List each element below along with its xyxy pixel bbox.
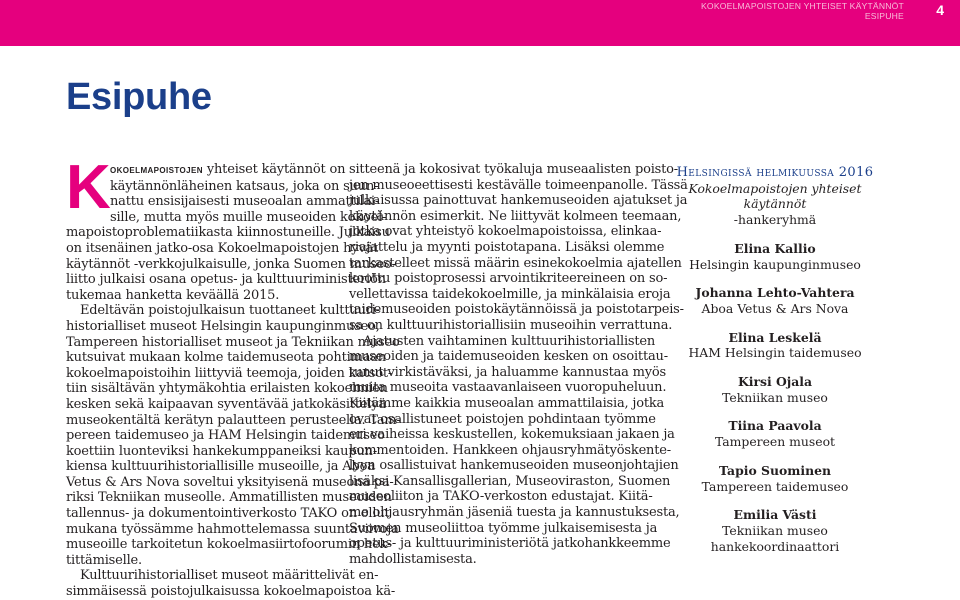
member-name: Tapio Suominen (719, 462, 831, 478)
body-text-line: liitto julkaisi osana opetus- ja kulttuuriministeriön (66, 272, 386, 288)
body-text-line: kiensa kulttuurihistoriallisille museoille, ja Aboa (66, 459, 375, 475)
body-text-line: museokentältä kerätyn palautteen perusteella. Tam- (66, 412, 401, 428)
body-text-line: mapoistoproblematiikasta kiinnostuneille. Julkaisu (66, 225, 390, 241)
body-text-line: taidemuseoiden poistokäytännöissä ja poistotarpeis- (349, 302, 684, 318)
column-2 (349, 162, 688, 567)
body-text-line: kutsuivat mukaan kolme taidemuseota pohtimaan (66, 350, 386, 366)
member-name: Kirsi Ojala (737, 374, 813, 390)
member-role: hankekoordinaattori (710, 538, 840, 554)
body-text-line: tunut virkistäväksi, ja haluamme kannustaa myös (349, 364, 667, 380)
body-text-line: Suomen museoliittoa työmme julkaisemisesta ja (349, 520, 658, 536)
member-name: Emilia Västi (733, 507, 817, 523)
running-head-title: KOKOELMAPOISTOJEN YHTEISET KÄYTÄNNÖT (701, 1, 904, 11)
member-organization: Helsingin kaupunginmuseo (689, 256, 861, 272)
body-text-line: tukemaa hanketta keväällä 2015. (66, 287, 280, 303)
body-text-line: Tampereen historialliset museot ja Tekniikan museo (66, 334, 400, 350)
member-organization: Tekniikan museo (722, 389, 828, 405)
member-organization: Aboa Vetus & Ars Nova (701, 300, 849, 316)
body-text-line: sa on kulttuurihistoriallisiin museoihin verrattuna. (349, 317, 673, 333)
body-text-line: museoiden ja taidemuseoiden kesken on osoittau- (349, 349, 668, 365)
body-text-line: nattu ensisijaisesti museoalan ammattilai- (110, 194, 380, 210)
group-name-suffix: -hankeryhmä (733, 212, 817, 228)
body-text-line: lisäksi Kansallisgallerian, Museoviraston, Suomen (349, 473, 671, 489)
body-text-line: Ajatusten vaihtaminen kulttuurihistoriallisten (363, 333, 656, 349)
body-text-line: okoelmapoistojen yhteiset käytännöt on (110, 162, 346, 177)
body-text-line: kokoelmapoistoihin liittyviä teemoja, joiden katsot- (66, 365, 393, 381)
body-text-line: riajattelu ja myynti poistotapana. Lisäksi olemme (349, 239, 665, 255)
body-text-line: tittämiselle. (66, 552, 142, 568)
member-entry (660, 418, 890, 449)
body-text-line: sitteenä ja kokosivat työkaluja museaalisten poisto- (349, 162, 678, 177)
drop-cap: K (66, 153, 111, 222)
body-text-line: jen museoeettisesti kestävälle toimeenpanolle. Tässä (349, 177, 688, 193)
body-text-line: museoille tarkoitetun kokoelmasiirtofoorumin hek- (66, 537, 392, 553)
body-text-line: Vetus & Ars Nova soveltui yksityisenä museona pa- (66, 474, 394, 490)
member-name: Johanna Lehto-Vahtera (695, 285, 855, 301)
body-text-line: lyyn osallistuivat hankemuseoiden museonjohtajien (349, 458, 679, 474)
running-head-section: ESIPUHE (864, 11, 904, 21)
body-text-line: on itsenäinen jatko-osa Kokoelmapoistojen hyvät (66, 240, 379, 256)
body-text-line: jotka ovat yhteistyö kokoelmapoistoissa, elinkaa- (349, 224, 662, 240)
body-text-line: Kulttuurihistorialliset museot määrittelivät en- (80, 568, 379, 584)
body-text-line: käytännön esimerkit. Ne liittyvät kolmeen teemaan, (349, 208, 682, 224)
body-text-line: Kiitämme kaikkia museoalan ammattilaisia, jotka (349, 395, 665, 411)
member-name: Tiina Paavola (728, 418, 822, 434)
body-text-line: museoliiton ja TAKO-verkoston edustajat. Kiitä- (349, 489, 653, 505)
body-text-line: vellettavissa taidekokoelmille, ja minkälaisia eroja (349, 286, 671, 302)
signature-block (660, 165, 890, 554)
body-text-line: mukana työssämme hahmottelemassa suuntaviivoja (66, 521, 399, 537)
member-organization: Tekniikan museo (722, 522, 828, 538)
member-name: Elina Kallio (734, 240, 816, 256)
member-entry (660, 507, 890, 554)
page-number: 4 (936, 2, 944, 18)
body-text-line: ovat osallistuneet poistojen pohdintaan työmme (349, 411, 656, 427)
body-text-line: muita museoita vastaavanlaiseen vuoropuheluun. (349, 380, 667, 396)
body-text-line: sille, mutta myös muille museoiden kokoel- (110, 209, 387, 225)
body-text-line: mahdollistamisesta. (349, 551, 477, 567)
body-text-line: riksi Tekniikan museolle. Ammatillisten museoiden (66, 490, 392, 506)
body-text-line: kommentoiden. Hankkeen ohjausryhmätyöskente- (349, 442, 671, 458)
body-text-line: historialliset museot Helsingin kaupunginmuseo, (66, 318, 380, 334)
body-text-line: opetus- ja kulttuuriministeriötä jatkohankkeemme (349, 536, 671, 552)
body-text-line: kesken sekä kaipaavan syventävää jatkokäsittelyä (66, 396, 386, 412)
member-organization: Tampereen taidemuseo (701, 478, 849, 494)
body-text-line: pereen taidemuseo ja HAM Helsingin taidemuseo (66, 428, 385, 444)
body-text-line: julkaisussa painottuvat hankemuseoiden ajatukset ja (349, 193, 688, 209)
body-text-line: eri vaiheissa keskustellen, kokemuksiaan jakaen ja (349, 427, 675, 443)
body-text-line: simmäisessä poistojulkaisussa kokoelmapoistoa kä- (66, 584, 396, 600)
body-text-line: me ohjausryhmän jäseniä tuesta ja kannustuksesta, (349, 505, 680, 521)
signature-date: Helsingissä helmikuussa 2016 (676, 165, 874, 180)
member-entry (660, 241, 890, 272)
group-name: Kokoelmapoistojen yhteiset käytännöt (688, 180, 862, 212)
body-text-line: tallennus- ja dokumentointiverkosto TAKO on ollut (66, 506, 390, 522)
lead-word: okoelmapoistojen (110, 164, 203, 176)
body-text-line: tarkastelleet missä määrin esinekokoelmia ajatellen (349, 255, 682, 271)
column-1 (66, 153, 401, 600)
page-title: Esipuhe (66, 76, 212, 118)
body-text-line: käytännöt -verkkojulkaisulle, jonka Suomen museo- (66, 256, 396, 272)
running-head (701, 1, 904, 21)
member-entry (660, 285, 890, 316)
member-entry (660, 463, 890, 494)
member-entry (660, 330, 890, 361)
body-text-line: koottu poistoprosessi arvointikriteereineen on so- (349, 271, 668, 287)
member-organization: Tampereen museot (714, 434, 836, 450)
member-list (660, 241, 890, 555)
member-name: Elina Leskelä (728, 329, 822, 345)
member-entry (660, 374, 890, 405)
body-text-line: käytännönläheinen katsaus, joka on suun- (110, 178, 379, 194)
member-organization: HAM Helsingin taidemuseo (688, 345, 862, 361)
body-text-line: tiin sisältävän yhtymäkohtia erilaisten kokoelmien (66, 381, 388, 397)
body-text-line: koettiin luonteviksi hankekumppaneiksi kaupun- (66, 443, 378, 459)
header-bar (0, 0, 960, 46)
body-text-line: Edeltävän poistojulkaisun tuottaneet kulttuuri- (80, 303, 380, 319)
